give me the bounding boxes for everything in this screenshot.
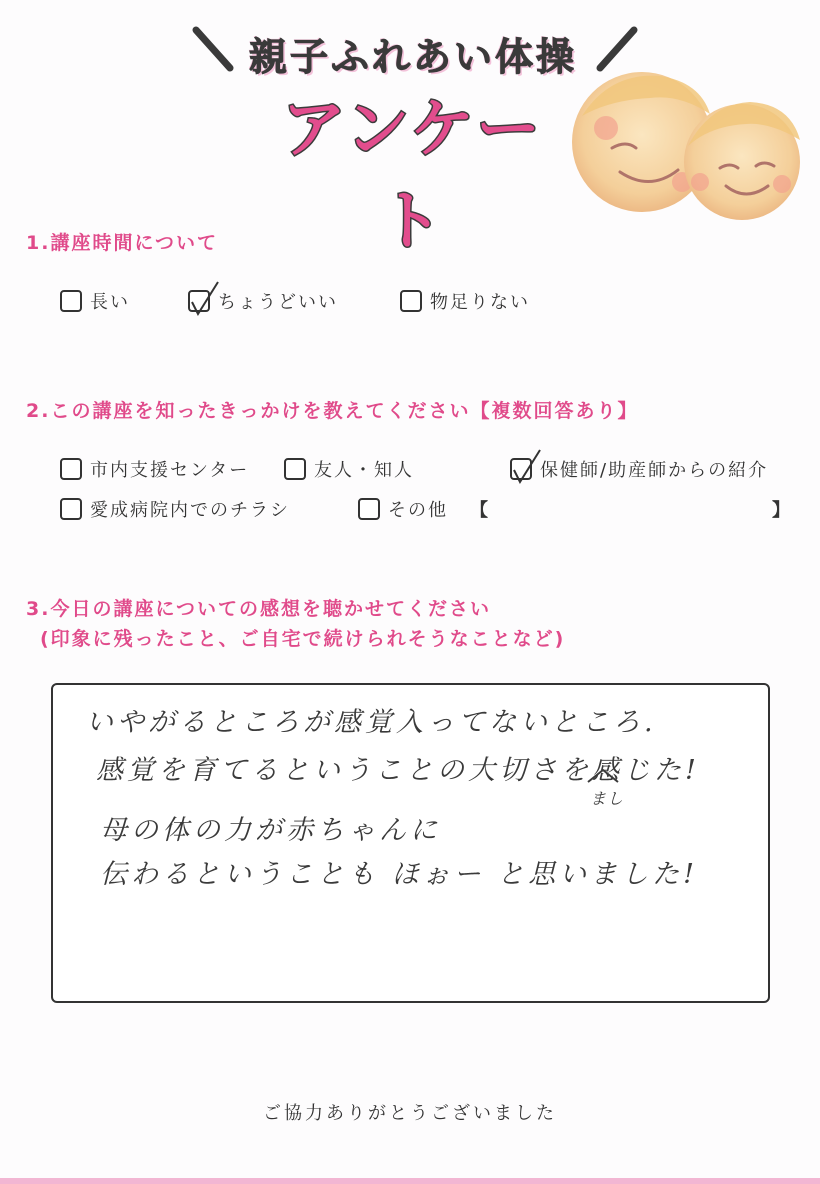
q1-heading: 1.講座時間について — [26, 232, 219, 254]
q3-subheading: (印象に残ったこと、ご自宅で続けられそうなことなど) — [40, 628, 566, 650]
checkbox[interactable] — [284, 458, 306, 480]
q3-heading: 3.今日の講座についての感想を聴かせてください — [26, 598, 492, 620]
answer-line-4: 伝わるということも ほぉー と思いました! — [100, 859, 699, 890]
smiling-faces-illustration — [570, 64, 810, 220]
checkbox[interactable] — [60, 290, 82, 312]
q2-option-hospital-flyer[interactable]: 愛成病院内でのチラシ — [60, 496, 290, 522]
q1-option-long[interactable]: 長い — [60, 288, 130, 314]
checkbox[interactable] — [358, 498, 380, 520]
check-mark-icon — [508, 448, 542, 486]
left-slash-decoration — [190, 24, 236, 74]
other-close-bracket: 】 — [772, 500, 790, 521]
answer-line-1: いやがるところが感覚入ってないところ. — [86, 707, 657, 738]
q2-option-health-nurse[interactable]: 保健師/助産師からの紹介 — [510, 456, 768, 482]
survey-title: アンケート — [281, 93, 543, 259]
check-mark-icon — [186, 280, 220, 318]
other-open-bracket: 【 — [470, 500, 488, 521]
q2-option-support-center[interactable]: 市内支援センター — [60, 456, 249, 482]
survey-subtitle: 親子ふれあい体操 — [248, 35, 577, 79]
q2-heading: 2.この講座を知ったきっかけを教えてください【複数回答あり】 — [26, 400, 639, 422]
q1-option-just-right[interactable]: ちょうどいい — [188, 288, 338, 314]
q2-option-other[interactable]: その他 — [358, 496, 448, 522]
bottom-border — [0, 1178, 820, 1184]
thanks-message: ご協力ありがとうございました — [263, 1103, 557, 1124]
checkbox[interactable] — [60, 498, 82, 520]
q2-option-friend[interactable]: 友人・知人 — [284, 456, 414, 482]
answer-line-3: 母の体の力が赤ちゃんに — [100, 815, 441, 846]
checkbox[interactable] — [60, 458, 82, 480]
insertion-caret — [586, 768, 620, 784]
checkbox-checked[interactable] — [188, 290, 210, 312]
answer-insertion: まし — [590, 789, 625, 808]
checkbox-checked[interactable] — [510, 458, 532, 480]
q1-option-not-enough[interactable]: 物足りない — [400, 288, 530, 314]
answer-line-2: 感覚を育てるということの大切さを感じた! — [96, 755, 700, 786]
checkbox[interactable] — [400, 290, 422, 312]
